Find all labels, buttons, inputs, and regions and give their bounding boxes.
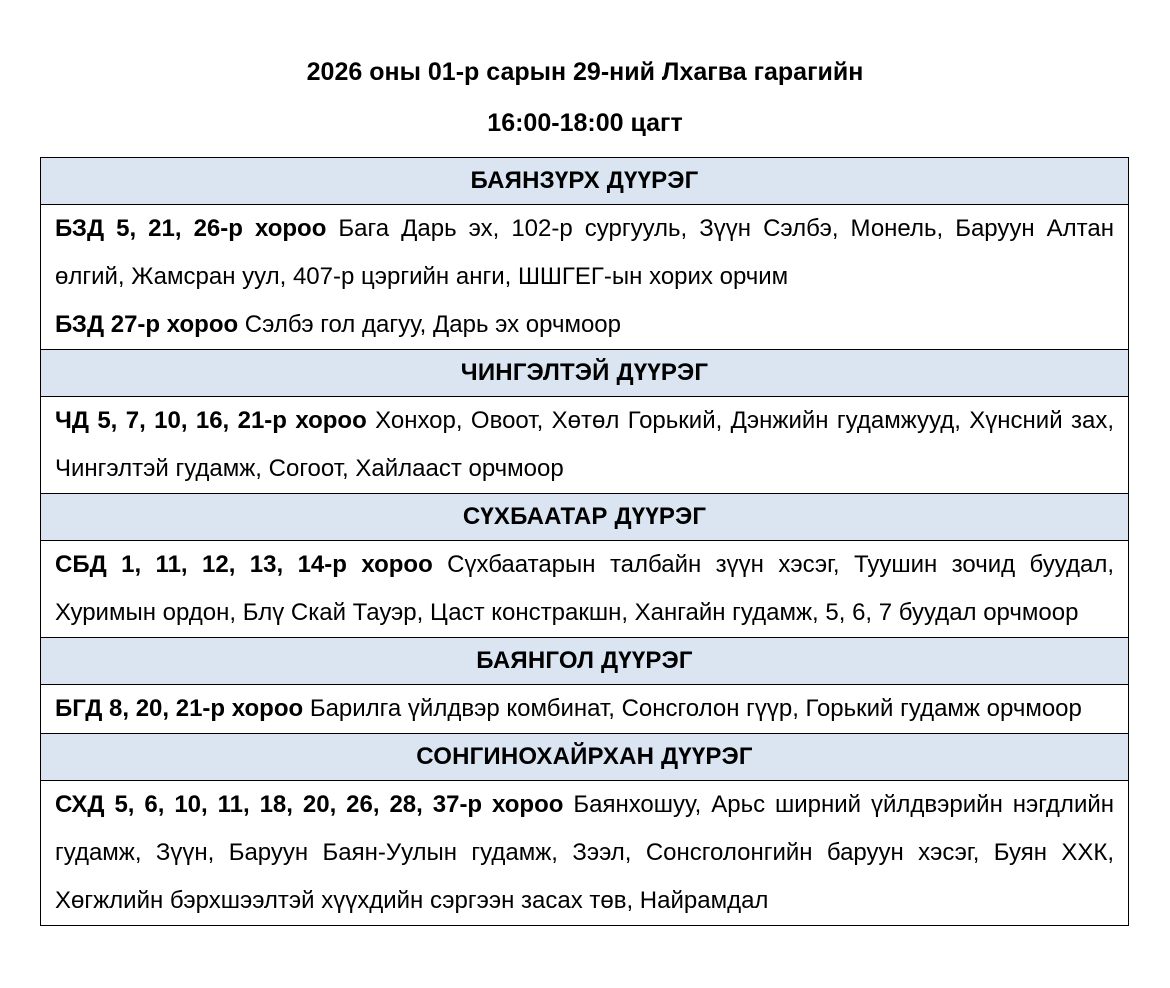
district-name: БАЯНГОЛ ДҮҮРЭГ [41,638,1129,685]
area-text: Сүхбаатарын талбайн зүүн хэсэг, Туушин зочид буудал, Хуримын ордон, Блү Скай Тауэр, Цаст констракшн, Хангайн гудамж, 5, 6, 7 буудал орчмоор [55,551,1114,626]
page-title-date: 2026 оны 01-р сарын 29-ний Лхагва гарагийн [306,58,864,86]
outage-schedule-table [40,157,1129,926]
khoroo-label: БЗД 27-р хороо [55,311,239,338]
district-body-row [41,205,1129,350]
district-details [41,397,1129,494]
district-name: СҮХБААТАР ДҮҮРЭГ [41,494,1129,541]
district-body-row [41,781,1129,926]
district-body-row [41,541,1129,638]
khoroo-label: СХД 5, 6, 10, 11, 18, 20, 26, 28, 37-р хороо [55,791,564,818]
page-title-time: 16:00-18:00 цагт [487,109,683,137]
district-header-row [41,734,1129,781]
khoroo-entry [55,397,1114,493]
khoroo-label: БГД 8, 20, 21-р хороо [55,695,304,722]
khoroo-entry [55,541,1114,637]
khoroo-label: БЗД 5, 21, 26-р хороо [55,215,327,242]
area-text: Бага Дарь эх, 102-р сургууль, Зүүн Сэлбэ, Монель, Баруун Алтан өлгий, Жамсран уул, 407-р цэргийн анги, ШШГЕГ-ын хорих орчим [55,215,1114,290]
area-text: Хонхор, Овоот, Хөтөл Горький, Дэнжийн гудамжууд, Хүнсний зах, Чингэлтэй гудамж, Согоот, Хайлааст орчмоор [55,407,1115,482]
khoroo-entry [55,781,1114,925]
area-text: Барилга үйлдвэр комбинат, Сонсголон гүүр, Горький гудамж орчмоор [303,695,1082,722]
khoroo-entry [55,205,1114,301]
area-text: Баянхошуу, Арьс ширний үйлдвэрийн нэгдлийн гудамж, Зүүн, Баруун Баян-Уулын гудамж, Зээл, Сонсголонгийн баруун хэсэг, Буян ХХК, Хөгжлийн бэрхшээлтэй хүүхдийн сэргээн засах төв, Найрамдал [55,791,1115,914]
khoroo-label: СБД 1, 11, 12, 13, 14-р хороо [55,551,433,578]
district-header-row [41,350,1129,397]
district-name: СОНГИНОХАЙРХАН ДҮҮРЭГ [41,734,1129,781]
khoroo-entry [55,301,1114,349]
khoroo-entry [55,685,1114,733]
district-name: БАЯНЗҮРХ ДҮҮРЭГ [41,158,1129,205]
khoroo-label: ЧД 5, 7, 10, 16, 21-р хороо [55,407,367,434]
area-text: Сэлбэ гол дагуу, Дарь эх орчмоор [238,311,621,338]
district-header-row [41,158,1129,205]
district-details [41,685,1129,734]
district-header-row [41,638,1129,685]
district-header-row [41,494,1129,541]
district-details [41,541,1129,638]
district-body-row [41,685,1129,734]
district-body-row [41,397,1129,494]
district-name: ЧИНГЭЛТЭЙ ДҮҮРЭГ [41,350,1129,397]
district-details [41,205,1129,350]
district-details [41,781,1129,926]
